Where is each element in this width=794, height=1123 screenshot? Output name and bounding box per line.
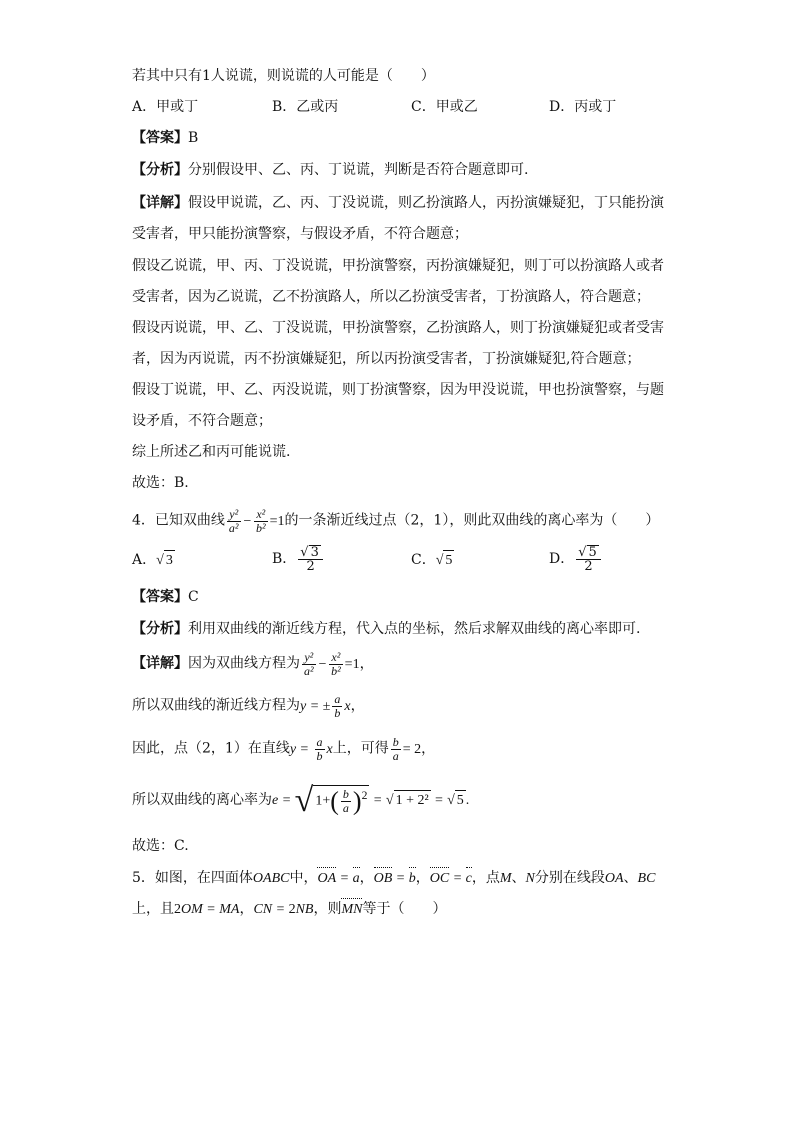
q3-detail-line: 者，因为丙说谎，丙不扮演嫌疑犯，所以丙扮演受害者，丁扮演嫌疑犯,符合题意；	[132, 351, 641, 367]
q3-detail-line: 综上所述乙和丙可能说谎.	[132, 444, 291, 460]
q4-option-d: D． $\frac{√ 5}{2}$	[549, 545, 603, 573]
q4-detail-line: 因此，点（2，1）在直线y = $\frac{a}{b}$ x上，可得 $\frac{b}{a}$ = 2，	[132, 735, 436, 763]
q5-prompt-line: 5．如图，在四面体OABC中，OA = a，OB = b，OC = c，点M、N分别在线段OA、BC	[132, 868, 655, 889]
q3-detail-line: 受害者，因为乙说谎，乙不扮演路人，所以乙扮演受害者，丁扮演路人，符合题意；	[132, 289, 650, 305]
detail-tag: 【详解】	[132, 655, 188, 672]
q3-answer-line	[132, 128, 198, 148]
analysis-text: 分别假设甲、乙、丙、丁说谎，判断是否符合题意即可.	[188, 162, 529, 178]
q4-analysis-line	[132, 619, 640, 639]
q3-option-a: A．甲或丁	[132, 99, 199, 115]
q3-conclusion: 故选：B.	[132, 475, 189, 491]
answer-tag: 【答案】	[132, 589, 188, 605]
q4-option-c: C．√ 5	[411, 550, 454, 571]
answer-tag: 【答案】	[132, 130, 188, 146]
q4-prompt: 4．已知双曲线 $\frac{\text{y²}}{\text{a²}}$ − $\frac{\text{x²}}{\text{b²}}$ =1的一条渐近线过点（2，1），则此双曲线的离心率为（ ）	[132, 507, 660, 535]
q4-detail-line: 所以双曲线的渐近线方程为y = ± $\frac{a}{b}$ x，	[132, 692, 365, 720]
hyperbola-equation: $\frac{\text{y²}}{\text{a²}}$ − $\frac{\text{x²}}{\text{b²}}$ =1	[228, 507, 285, 535]
q4-option-a: A．√ 3	[132, 550, 175, 571]
q3-option-b: B．乙或丙	[272, 99, 339, 115]
detail-tag: 【详解】	[132, 195, 188, 211]
q3-detail-line: 受害者，甲只能扮演警察，与假设矛盾，不符合题意；	[132, 226, 468, 242]
q4-detail-line: 所以双曲线的离心率为e = √ 1+( $\frac{b}{a}$ )$^2$ = √ 1 + 2² = √ 5 .	[132, 782, 470, 819]
detail-text: 假设甲说谎，乙、丙、丁没说谎，则乙扮演路人，丙扮演嫌疑犯，丁只能扮演	[188, 195, 664, 211]
analysis-tag: 【分析】	[132, 162, 188, 178]
q3-detail-line: 假设丁说谎，甲、乙、丙没说谎，则丁扮演警察，因为甲没说谎，甲也扮演警察，与题	[132, 382, 664, 398]
q4-detail-line: 【详解】因为双曲线方程为 $\frac{\text{y²}}{\text{a²}}$ − $\frac{\text{x²}}{\text{b²}}$ =1，	[132, 650, 374, 678]
q3-detail-line: 假设乙说谎，甲、丙、丁没说谎，甲扮演警察，丙扮演嫌疑犯，则丁可以扮演路人或者	[132, 258, 664, 274]
q4-conclusion: 故选：C.	[132, 838, 189, 854]
q3-analysis-line	[132, 160, 528, 180]
q4-option-b: B． $\frac{√ 3}{2}$	[272, 545, 325, 573]
analysis-text: 利用双曲线的渐近线方程，代入点的坐标，然后求解双曲线的离心率即可.	[188, 621, 641, 637]
q3-option-c: C．甲或乙	[411, 99, 478, 115]
q3-detail-line: 假设丙说谎，甲、乙、丁没说谎，甲扮演警察，乙扮演路人，则丁扮演嫌疑犯或者受害	[132, 320, 664, 336]
q5-prompt-line: 上，且2OM = MA，CN = 2NB，则MN等于（ ）	[132, 899, 446, 920]
q3-detail-line	[132, 193, 664, 213]
q3-option-d: D．丙或丁	[549, 99, 617, 115]
q3-detail-line: 设矛盾，不符合题意；	[132, 413, 272, 429]
answer-value: B	[188, 130, 199, 146]
answer-value: C	[188, 589, 199, 605]
q3-prompt: 若其中只有1人说谎，则说谎的人可能是（ ）	[132, 68, 435, 84]
q4-answer-line	[132, 587, 199, 607]
analysis-tag: 【分析】	[132, 621, 188, 637]
